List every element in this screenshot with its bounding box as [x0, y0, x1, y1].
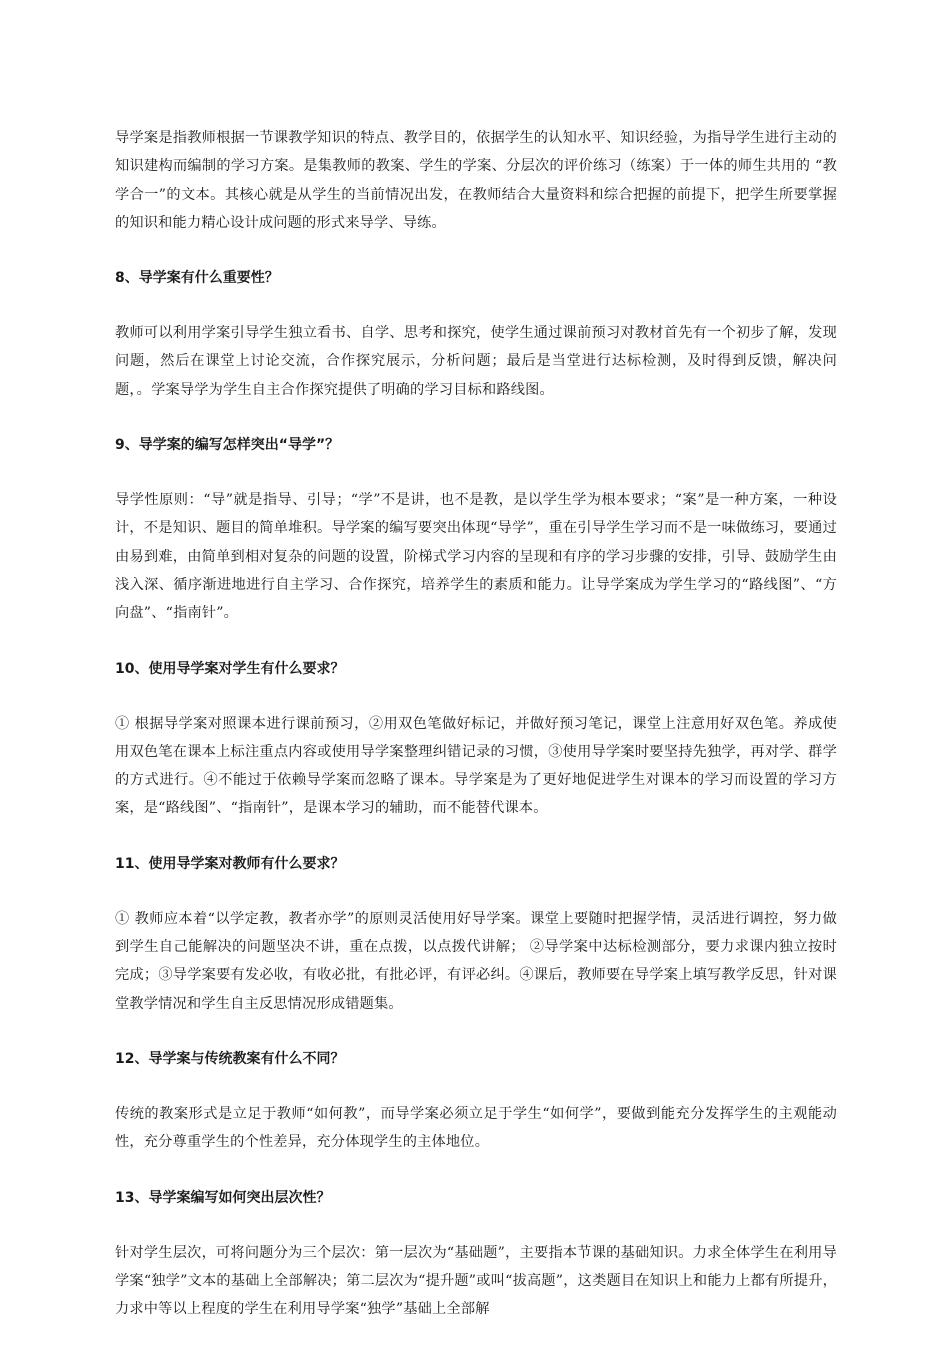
section-body-10: ① 根据导学案对照课本进行课前预习，②用双色笔做好标记，并做好预习笔记，课堂上注意用好双色笔。养成使用双色笔在课本上标注重点内容或使用导学案整理纠错记录的习惯，③使用导学案时要坚持先独学，再对学、群学的方式进行。④不能过于依赖导学案而忽略了课本。导学案是为了更好地促进学生对课本的学习而设置的学习方案，是“路线图”、“指南针”，是课本学习的辅助，而不能替代课本。 [115, 715, 837, 817]
section-heading-9: 9、导学案的编写怎样突出“导学”？ [115, 437, 340, 454]
section-body-11: ① 教师应本着“以学定教，教者亦学”的原则灵活使用好导学案。课堂上要随时把握学情，灵活进行调控，努力做到学生自己能解决的问题坚决不讲，重在点拨，以点拨代讲解； ②导学案中达标检测部分，要力求课内独立按时完成；③导学案要有发必收，有收必批，有批必评，有评必纠。④课后，教师要在导学案上填写教学反思，针对课堂教学情况和学生自主反思情况形成错题集。 [115, 910, 837, 1012]
section-body-13: 针对学生层次，可将问题分为三个层次：第一层次为“基础题”，主要指本节课的基础知识。力求全体学生在利用导学案“独学”文本的基础上全部解决；第二层次为“提升题”或叫“拔高题”，这类题目在知识上和能力上都有所提升，力求中等以上程度的学生在利用导学案“独学”基础上全部解 [115, 1244, 837, 1318]
section-heading-13: 13、导学案编写如何突出层次性？ [115, 1189, 331, 1206]
section-heading-12: 12、导学案与传统教案有什么不同？ [115, 1050, 345, 1067]
section-body-12: 传统的教案形式是立足于教师“如何教”，而导学案必须立足于学生“如何学”，要做到能充分发挥学生的主观能动性，充分尊重学生的个性差异，充分体现学生的主体地位。 [115, 1105, 837, 1151]
section-body-9: 导学性原则：“导”就是指导、引导；“学”不是讲，也不是教，是以学生学为根本要求；“案”是一种方案，一种设计，不是知识、题目的简单堆积。导学案的编写要突出体现“导学”，重在引导学生学习而不是一味做练习，要通过由易到难，由简单到相对复杂的问题的设置，阶梯式学习内容的呈现和有序的学习步骤的安排，引导、鼓励学生由浅入深、循序渐进地进行自主学习、合作探究，培养学生的素质和能力。让导学案成为学生学习的“路线图”、“方向盘”、“指南针”。 [115, 492, 837, 622]
section-heading-10: 10、使用导学案对学生有什么要求？ [115, 660, 345, 677]
intro-paragraph: 导学案是指教师根据一节课教学知识的特点、教学目的，依据学生的认知水平、知识经验，为指导学生进行主动的知识建构而编制的学习方案。是集教师的教案、学生的学案、分层次的评价练习（练案）于一体的师生共用的 “教学合一”的文本。其核心就是从学生的当前情况出发，在教师结合大量资料和综合把握的前提下，把学生所要掌握的知识和能力精心设计成问题的形式来导学、导练。 [115, 130, 837, 231]
section-body-8: 教师可以利用学案引导学生独立看书、自学、思考和探究，使学生通过课前预习对教材首先有一个初步了解，发现问题，然后在课堂上讨论交流，合作探究展示，分析问题；最后是当堂进行达标检测，及时得到反馈，解决问题，。学案导学为学生自主合作探究提供了明确的学习目标和路线图。 [115, 325, 837, 398]
document-page [115, 124, 837, 1350]
section-heading-11: 11、使用导学案对教师有什么要求？ [115, 855, 345, 872]
section-heading-8: 8、导学案有什么重要性？ [115, 270, 279, 287]
